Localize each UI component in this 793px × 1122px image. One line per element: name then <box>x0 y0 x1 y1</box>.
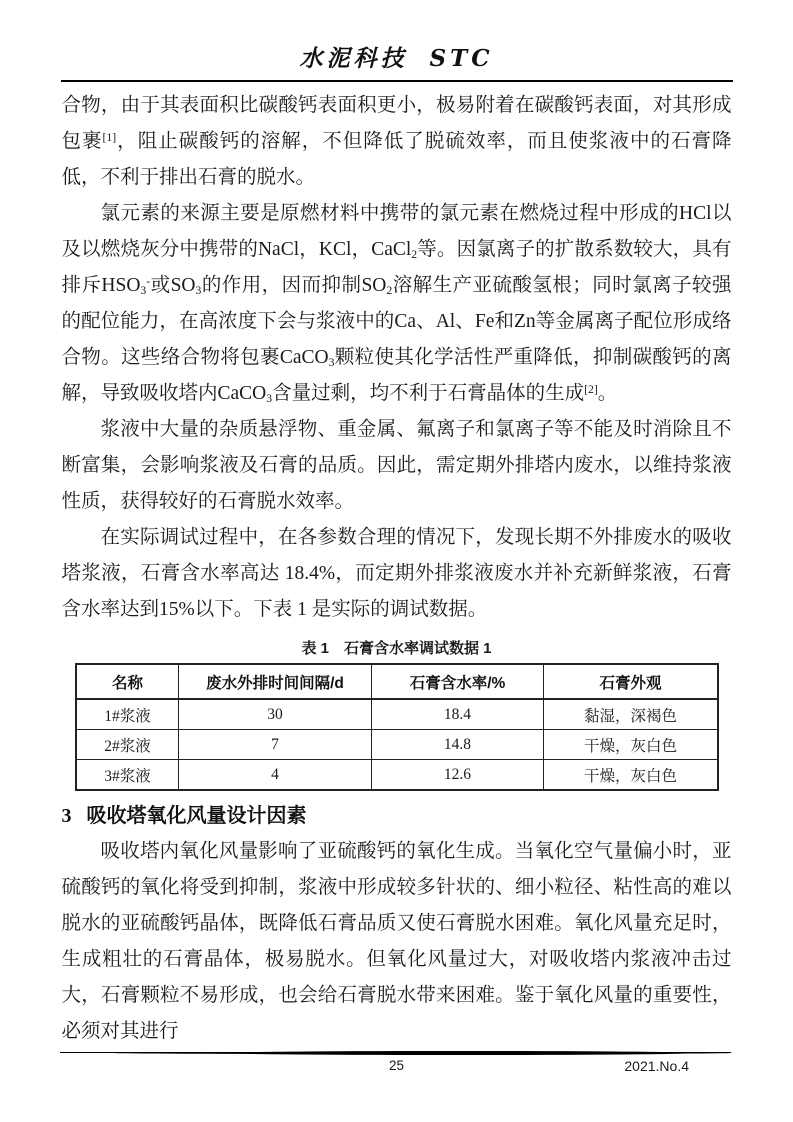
journal-title: 水泥科技 STC <box>299 45 494 72</box>
table-cell: 2#浆液 <box>76 730 179 760</box>
page-header <box>0 0 793 82</box>
table-cell: 12.6 <box>371 760 544 791</box>
superscript-ref: - <box>146 274 151 288</box>
table-header-cell: 废水外排时间间隔/d <box>179 664 371 699</box>
subscript: 2 <box>386 284 393 298</box>
table-header-row <box>76 664 718 699</box>
page-number: 25 <box>388 1058 405 1073</box>
table-header-cell: 石膏外观 <box>544 664 718 699</box>
page-footer <box>60 1050 733 1076</box>
section-heading <box>62 804 732 829</box>
superscript-ref: [2] <box>584 382 598 396</box>
section-number: 3 <box>61 805 72 827</box>
table-row <box>76 760 718 791</box>
subscript: 3 <box>266 392 273 406</box>
footer-row <box>60 1058 733 1076</box>
table-cell: 黏湿，深褐色 <box>544 699 718 730</box>
table-caption: 表 1 石膏含水率调试数据 1 <box>301 640 492 657</box>
section-title: 吸收塔氧化风量设计因素 <box>86 805 307 827</box>
footer-rule-thick <box>230 1051 690 1056</box>
paragraph: 合物，由于其表面积比碳酸钙表面积更小，极易附着在碳酸钙表面，对其形成包裹[1]，阻止碳酸钙的溶解，不但降低了脱硫效率，而且使浆液中的石膏降低，不利于排出石膏的脱水。 <box>61 95 732 188</box>
superscript-ref: [1] <box>102 130 117 144</box>
paragraph: 氯元素的来源主要是原燃材料中携带的氯元素在燃烧过程中形成的HCl以及以燃烧灰分中携带的NaCl，KCl，CaCl$_2$等。因氯离子的扩散系数较大，具有排斥$HSO_3^-$或$SO_3$的作用，因而抑制$SO_2$溶解生产亚硫酸氢根；同时氯离子较强的配位能力，在高浓度下会与浆液中的Ca、Al、Fe和Zn等金属离子配位形成络合物。这些络合物将包裹CaCO$_3$颗粒使其化学活性严重降低，抑制碳酸钙的离解，导致吸收塔内CaCO$_3$含量过剩，均不利于石膏晶体的生成[2]。 <box>61 203 732 406</box>
table-cell: 18.4 <box>371 699 544 730</box>
footer-rule <box>60 1050 733 1056</box>
subscript: 2 <box>411 248 418 262</box>
issue-number: 2021.No.4 <box>624 1058 689 1074</box>
subscript: 3 <box>328 356 335 370</box>
table-cell: 4 <box>179 760 371 791</box>
table-cell: 14.8 <box>371 730 544 760</box>
table-cell: 1#浆液 <box>76 699 179 730</box>
table-header-cell: 石膏含水率/% <box>371 664 544 699</box>
table-header-cell: 名称 <box>76 664 179 699</box>
table-cell: 7 <box>179 730 371 760</box>
table-cell: 干燥，灰白色 <box>544 730 718 760</box>
paragraph: 在实际调试过程中，在各参数合理的情况下，发现长期不外排废水的吸收塔浆液，石膏含水率高达 18.4%，而定期外排浆液废水并补充新鲜浆液，石膏含水率达到15%以下。下表 1 是实际的调试数据。 <box>61 527 732 620</box>
subscript: 3 <box>140 284 147 298</box>
body-text-lower <box>62 834 732 1050</box>
moisture-data-table <box>75 663 719 791</box>
subscript: 3 <box>195 284 202 298</box>
table-cell: 3#浆液 <box>76 760 179 791</box>
paragraph: 吸收塔内氧化风量影响了亚硫酸钙的氧化生成。当氧化空气量偏小时，亚硫酸钙的氧化将受到抑制，浆液中形成较多针状的、细小粒径、粘性高的难以脱水的亚硫酸钙晶体，既降低石膏品质又使石膏脱水困难。氧化风量充足时，生成粗壮的石膏晶体，极易脱水。但氧化风量过大，对吸收塔内浆液冲击过大，石膏颗粒不易形成，也会给石膏脱水带来困难。鉴于氧化风量的重要性，必须对其进行 <box>61 841 732 1042</box>
table-row <box>76 730 718 760</box>
table-cell: 干燥，灰白色 <box>544 760 718 791</box>
table-row <box>76 699 718 730</box>
paragraph: 浆液中大量的杂质悬浮物、重金属、氟离子和氯离子等不能及时消除且不断富集，会影响浆液及石膏的品质。因此，需定期外排塔内废水，以维持浆液性质，获得较好的石膏脱水效率。 <box>61 419 732 512</box>
body-text-upper <box>62 88 732 628</box>
page-body <box>62 82 732 1050</box>
table-cell: 30 <box>179 699 371 730</box>
